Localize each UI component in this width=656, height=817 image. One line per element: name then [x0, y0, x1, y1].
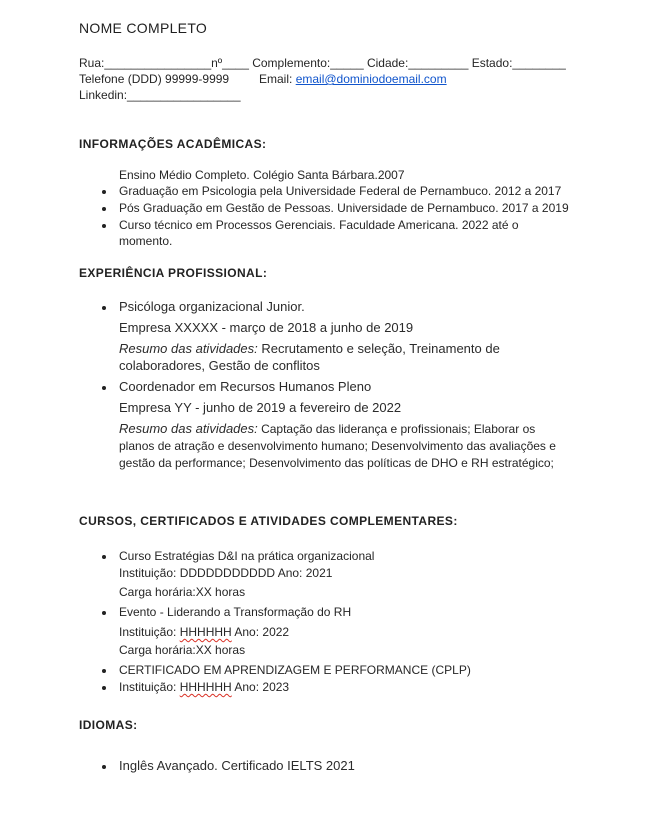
- institution-year: Ano: 2023: [231, 680, 290, 694]
- email-label: Email:: [259, 72, 296, 86]
- course-name: Curso Estratégias D&I na prática organizacional: [119, 549, 375, 563]
- bullet-icon: [102, 207, 106, 211]
- job-summary-line: gestão da performance; Desenvolvimento das políticas de DHO e RH estratégico;: [119, 456, 554, 470]
- language-item: Inglês Avançado. Certificado IELTS 2021: [119, 758, 355, 773]
- job-company: Empresa XXXXX - março de 2018 a junho de 2019: [119, 320, 414, 335]
- summary-label: Resumo das atividades:: [119, 421, 258, 436]
- course-name: Evento - Liderando a Transformação do RH: [119, 605, 352, 619]
- bullet-icon: [102, 686, 106, 690]
- bullet-icon: [102, 555, 106, 559]
- phone: Telefone (DDD) 99999-9999: [79, 72, 230, 86]
- summary-text: Captação das liderança e profissionais; Elaborar os: [257, 422, 536, 436]
- bullet-icon: [102, 224, 106, 228]
- summary-text: Recrutamento e seleção, Treinamento de: [257, 341, 500, 356]
- course-hours: Carga horária:XX horas: [119, 585, 246, 599]
- bullet-icon: [102, 765, 106, 769]
- job-role: Psicóloga organizacional Junior.: [119, 299, 305, 314]
- email-link[interactable]: email@dominiodoemail.com: [295, 72, 447, 86]
- job-summary-line: colaboradores, Gestão de conflitos: [119, 358, 320, 373]
- bullet-icon: [102, 386, 106, 390]
- academic-item: Pós Graduação em Gestão de Pessoas. Universidade de Pernambuco. 2017 a 2019: [119, 201, 569, 215]
- course-hours: Carga horária:XX horas: [119, 643, 246, 657]
- academic-item: Curso técnico em Processos Gerenciais. Faculdade Americana. 2022 até o: [119, 218, 519, 232]
- institution-label: Instituição:: [119, 625, 180, 639]
- institution-name: HHHHHH: [179, 680, 232, 694]
- summary-label: Resumo das atividades:: [119, 341, 258, 356]
- institution-name: HHHHHH: [179, 625, 232, 639]
- full-name: NOME COMPLETO: [79, 20, 208, 36]
- course-institution: Instituição: DDDDDDDDDDD Ano: 2021: [119, 566, 333, 580]
- address-line: Rua:________________nº____ Complemento:_____ Cidade:_________ Estado:________: [79, 56, 566, 70]
- institution-year: Ano: 2022: [231, 625, 290, 639]
- job-role: Coordenador em Recursos Humanos Pleno: [119, 379, 372, 394]
- job-company: Empresa YY - junho de 2019 a fevereiro de 2022: [119, 400, 402, 415]
- course-institution: [119, 625, 289, 639]
- academic-item: Graduação em Psicologia pela Universidade Federal de Pernambuco. 2012 a 2017: [119, 184, 562, 198]
- academic-item-cont: momento.: [119, 234, 173, 248]
- course-institution: [119, 680, 289, 694]
- linkedin: Linkedin:_________________: [79, 88, 241, 102]
- job-summary: [119, 341, 500, 356]
- academic-title: INFORMAÇÕES ACADÊMICAS:: [79, 137, 267, 151]
- languages-title: IDIOMAS:: [79, 718, 138, 732]
- job-summary: [119, 421, 535, 436]
- bullet-icon: [102, 611, 106, 615]
- academic-item: Ensino Médio Completo. Colégio Santa Bárbara.2007: [119, 168, 405, 182]
- bullet-icon: [102, 306, 106, 310]
- courses-title: CURSOS, CERTIFICADOS E ATIVIDADES COMPLEMENTARES:: [79, 514, 458, 528]
- experience-title: EXPERIÊNCIA PROFISSIONAL:: [79, 266, 268, 280]
- email-line: [259, 72, 447, 86]
- institution-label: Instituição:: [119, 680, 180, 694]
- course-name: CERTIFICADO EM APRENDIZAGEM E PERFORMANCE (CPLP): [119, 663, 471, 677]
- bullet-icon: [102, 190, 106, 194]
- bullet-icon: [102, 669, 106, 673]
- job-summary-line: planos de atração e desenvolvimento humano; Desenvolvimento das avaliações e: [119, 439, 556, 453]
